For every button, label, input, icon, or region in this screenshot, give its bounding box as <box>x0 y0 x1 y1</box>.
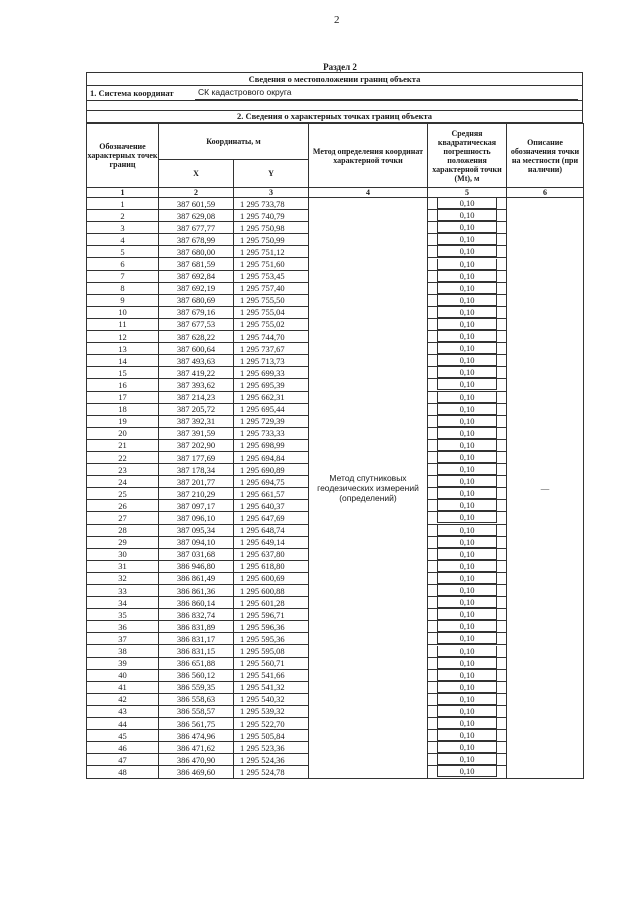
error-cell <box>428 548 507 560</box>
coord-x: 387 177,69 <box>159 451 234 463</box>
coord-x: 387 178,34 <box>159 464 234 476</box>
point-number: 12 <box>87 331 159 343</box>
error-value: 0,10 <box>437 392 497 403</box>
coord-y: 1 295 640,37 <box>234 500 309 512</box>
error-value: 0,10 <box>437 658 497 669</box>
error-value: 0,10 <box>437 428 497 439</box>
coord-x: 386 860,14 <box>159 597 234 609</box>
error-cell <box>428 294 507 306</box>
point-number: 1 <box>87 198 159 210</box>
point-number: 8 <box>87 282 159 294</box>
point-number: 22 <box>87 451 159 463</box>
error-cell <box>428 451 507 463</box>
coord-x: 387 214,23 <box>159 391 234 403</box>
coord-x: 387 629,08 <box>159 210 234 222</box>
error-cell <box>428 633 507 645</box>
error-value: 0,10 <box>437 234 497 245</box>
error-cell <box>428 730 507 742</box>
error-value: 0,10 <box>437 476 497 487</box>
coord-x: 386 651,88 <box>159 657 234 669</box>
coord-x: 386 558,63 <box>159 693 234 705</box>
point-number: 48 <box>87 766 159 778</box>
error-value: 0,10 <box>437 633 497 644</box>
coord-y: 1 295 694,84 <box>234 451 309 463</box>
error-cell <box>428 766 507 778</box>
column-numbers-row <box>87 188 584 198</box>
coord-x: 387 201,77 <box>159 476 234 488</box>
point-number: 33 <box>87 585 159 597</box>
method-cell: Метод спутниковых геодезических измерений (определений) <box>309 198 428 779</box>
coord-x: 387 202,90 <box>159 439 234 451</box>
coord-x: 386 861,49 <box>159 572 234 584</box>
error-value: 0,10 <box>437 222 497 233</box>
coord-y: 1 295 524,78 <box>234 766 309 778</box>
coord-x: 387 096,10 <box>159 512 234 524</box>
coord-y: 1 295 753,45 <box>234 270 309 282</box>
coord-x: 386 946,80 <box>159 560 234 572</box>
point-number: 4 <box>87 234 159 246</box>
coord-y: 1 295 729,39 <box>234 415 309 427</box>
error-value: 0,10 <box>437 283 497 294</box>
error-cell <box>428 657 507 669</box>
spacer <box>86 101 583 110</box>
point-number: 19 <box>87 415 159 427</box>
coord-x: 386 470,90 <box>159 754 234 766</box>
coord-x: 386 831,89 <box>159 621 234 633</box>
error-cell <box>428 524 507 536</box>
error-value: 0,10 <box>437 573 497 584</box>
point-number: 46 <box>87 742 159 754</box>
coord-y: 1 295 662,31 <box>234 391 309 403</box>
error-cell <box>428 258 507 270</box>
section2-title: 2. Сведения о характерных точках границ объекта <box>86 110 583 123</box>
coord-x: 386 831,17 <box>159 633 234 645</box>
error-cell <box>428 306 507 318</box>
coord-x: 386 831,15 <box>159 645 234 657</box>
error-value: 0,10 <box>437 307 497 318</box>
error-value: 0,10 <box>437 766 497 777</box>
error-value: 0,10 <box>437 331 497 342</box>
coord-y: 1 295 539,32 <box>234 705 309 717</box>
coord-x: 387 680,69 <box>159 294 234 306</box>
error-cell <box>428 681 507 693</box>
point-number: 7 <box>87 270 159 282</box>
coord-x: 386 471,62 <box>159 742 234 754</box>
error-cell <box>428 427 507 439</box>
coord-y: 1 295 695,44 <box>234 403 309 415</box>
coord-y: 1 295 596,71 <box>234 609 309 621</box>
error-value: 0,10 <box>437 259 497 270</box>
point-number: 18 <box>87 403 159 415</box>
point-number: 36 <box>87 621 159 633</box>
point-number: 45 <box>87 730 159 742</box>
coord-y: 1 295 618,80 <box>234 560 309 572</box>
point-number: 28 <box>87 524 159 536</box>
error-cell <box>428 198 507 210</box>
coord-y: 1 295 737,67 <box>234 343 309 355</box>
error-value: 0,10 <box>437 295 497 306</box>
coord-system-value: СК кадастрового округа <box>198 87 292 97</box>
error-cell <box>428 355 507 367</box>
coord-y: 1 295 601,28 <box>234 597 309 609</box>
coord-x: 387 679,16 <box>159 306 234 318</box>
coord-x: 386 469,60 <box>159 766 234 778</box>
error-cell <box>428 282 507 294</box>
coord-y: 1 295 523,36 <box>234 742 309 754</box>
error-value: 0,10 <box>437 621 497 632</box>
point-number: 23 <box>87 464 159 476</box>
coord-y: 1 295 733,33 <box>234 427 309 439</box>
header-method: Метод определения координат характерной точки <box>309 124 428 188</box>
coord-x: 387 205,72 <box>159 403 234 415</box>
point-number: 41 <box>87 681 159 693</box>
coord-y: 1 295 541,32 <box>234 681 309 693</box>
coord-x: 386 832,74 <box>159 609 234 621</box>
error-value: 0,10 <box>437 609 497 620</box>
coord-x: 387 097,17 <box>159 500 234 512</box>
coord-system-underline <box>195 99 578 100</box>
points-table <box>86 123 584 779</box>
page-number: 2 <box>334 14 340 26</box>
error-value: 0,10 <box>437 343 497 354</box>
coord-y: 1 295 541,66 <box>234 669 309 681</box>
error-cell <box>428 415 507 427</box>
point-number: 6 <box>87 258 159 270</box>
error-value: 0,10 <box>437 706 497 717</box>
error-cell <box>428 718 507 730</box>
coord-x: 387 601,59 <box>159 198 234 210</box>
point-number: 26 <box>87 500 159 512</box>
point-number: 5 <box>87 246 159 258</box>
coord-x: 386 560,12 <box>159 669 234 681</box>
coord-y: 1 295 757,40 <box>234 282 309 294</box>
section-title: Раздел 2 <box>323 62 357 72</box>
col-number: 6 <box>507 188 584 198</box>
error-cell <box>428 234 507 246</box>
coord-y: 1 295 560,71 <box>234 657 309 669</box>
coord-x: 387 210,29 <box>159 488 234 500</box>
error-cell <box>428 476 507 488</box>
point-number: 10 <box>87 306 159 318</box>
header-error: Средняя квадратическая погрешность положения характерной точки (Mt), м <box>428 124 507 188</box>
error-cell <box>428 246 507 258</box>
coord-y: 1 295 522,70 <box>234 718 309 730</box>
coord-x: 386 861,36 <box>159 585 234 597</box>
col-number: 2 <box>159 188 234 198</box>
coord-system-label: 1. Система координат <box>90 88 174 98</box>
error-value: 0,10 <box>437 730 497 741</box>
error-value: 0,10 <box>437 512 497 523</box>
coord-y: 1 295 505,84 <box>234 730 309 742</box>
header-bar: Сведения о местоположении границ объекта <box>86 72 583 85</box>
error-cell <box>428 391 507 403</box>
coord-x: 386 474,96 <box>159 730 234 742</box>
point-number: 20 <box>87 427 159 439</box>
error-value: 0,10 <box>437 440 497 451</box>
error-value: 0,10 <box>437 198 497 209</box>
coord-x: 387 493,63 <box>159 355 234 367</box>
coord-system-row <box>86 85 583 101</box>
coord-y: 1 295 713,73 <box>234 355 309 367</box>
point-number: 14 <box>87 355 159 367</box>
error-value: 0,10 <box>437 500 497 511</box>
error-value: 0,10 <box>437 488 497 499</box>
coord-x: 387 677,53 <box>159 318 234 330</box>
coord-y: 1 295 755,50 <box>234 294 309 306</box>
point-number: 9 <box>87 294 159 306</box>
coord-x: 387 095,34 <box>159 524 234 536</box>
coord-y: 1 295 595,08 <box>234 645 309 657</box>
point-number: 31 <box>87 560 159 572</box>
error-value: 0,10 <box>437 549 497 560</box>
error-value: 0,10 <box>437 319 497 330</box>
error-value: 0,10 <box>437 561 497 572</box>
error-cell <box>428 645 507 657</box>
error-cell <box>428 609 507 621</box>
point-number: 34 <box>87 597 159 609</box>
coord-y: 1 295 524,36 <box>234 754 309 766</box>
coord-y: 1 295 637,80 <box>234 548 309 560</box>
error-cell <box>428 512 507 524</box>
error-cell <box>428 597 507 609</box>
error-cell <box>428 222 507 234</box>
col-number: 1 <box>87 188 159 198</box>
point-number: 44 <box>87 718 159 730</box>
coord-y: 1 295 647,69 <box>234 512 309 524</box>
point-number: 16 <box>87 379 159 391</box>
coord-y: 1 295 600,69 <box>234 572 309 584</box>
coord-y: 1 295 595,36 <box>234 633 309 645</box>
coord-x: 387 031,68 <box>159 548 234 560</box>
col-number: 5 <box>428 188 507 198</box>
error-value: 0,10 <box>437 682 497 693</box>
error-cell <box>428 754 507 766</box>
error-cell <box>428 500 507 512</box>
point-number: 27 <box>87 512 159 524</box>
coord-x: 387 391,59 <box>159 427 234 439</box>
col-number: 4 <box>309 188 428 198</box>
point-number: 21 <box>87 439 159 451</box>
error-cell <box>428 403 507 415</box>
coord-y: 1 295 755,02 <box>234 318 309 330</box>
error-cell <box>428 536 507 548</box>
coord-x: 387 393,62 <box>159 379 234 391</box>
point-number: 35 <box>87 609 159 621</box>
error-cell <box>428 560 507 572</box>
coord-y: 1 295 699,33 <box>234 367 309 379</box>
point-number: 37 <box>87 633 159 645</box>
coord-x: 387 419,22 <box>159 367 234 379</box>
error-cell <box>428 331 507 343</box>
error-value: 0,10 <box>437 754 497 765</box>
coord-y: 1 295 755,04 <box>234 306 309 318</box>
coord-x: 387 628,22 <box>159 331 234 343</box>
coord-y: 1 295 751,12 <box>234 246 309 258</box>
coord-x: 387 094,10 <box>159 536 234 548</box>
error-value: 0,10 <box>437 355 497 366</box>
error-value: 0,10 <box>437 464 497 475</box>
coord-y: 1 295 750,98 <box>234 222 309 234</box>
point-number: 43 <box>87 705 159 717</box>
error-value: 0,10 <box>437 416 497 427</box>
coord-x: 387 680,00 <box>159 246 234 258</box>
error-value: 0,10 <box>437 246 497 257</box>
coord-y: 1 295 695,39 <box>234 379 309 391</box>
coord-x: 387 677,77 <box>159 222 234 234</box>
error-cell <box>428 572 507 584</box>
error-cell <box>428 669 507 681</box>
point-number: 38 <box>87 645 159 657</box>
error-value: 0,10 <box>437 597 497 608</box>
point-number: 25 <box>87 488 159 500</box>
error-value: 0,10 <box>437 210 497 221</box>
coord-y: 1 295 540,32 <box>234 693 309 705</box>
error-value: 0,10 <box>437 404 497 415</box>
col-number: 3 <box>234 188 309 198</box>
coord-y: 1 295 751,60 <box>234 258 309 270</box>
header-coordinates: Координаты, м <box>159 124 309 160</box>
header-x: X <box>159 160 234 188</box>
point-number: 24 <box>87 476 159 488</box>
point-number: 3 <box>87 222 159 234</box>
coord-y: 1 295 694,75 <box>234 476 309 488</box>
points-table-body <box>87 198 584 779</box>
error-cell <box>428 318 507 330</box>
error-cell <box>428 621 507 633</box>
error-cell <box>428 693 507 705</box>
point-number: 42 <box>87 693 159 705</box>
coord-y: 1 295 698,99 <box>234 439 309 451</box>
error-cell <box>428 464 507 476</box>
coord-y: 1 295 596,36 <box>234 621 309 633</box>
error-value: 0,10 <box>437 525 497 536</box>
error-value: 0,10 <box>437 585 497 596</box>
error-cell <box>428 210 507 222</box>
description-cell: — <box>507 198 584 779</box>
coord-x: 387 681,59 <box>159 258 234 270</box>
header-point-designation: Обозначение характерных точек границ <box>87 124 159 188</box>
coord-y: 1 295 733,78 <box>234 198 309 210</box>
error-value: 0,10 <box>437 742 497 753</box>
point-number: 11 <box>87 318 159 330</box>
coord-y: 1 295 750,99 <box>234 234 309 246</box>
point-number: 29 <box>87 536 159 548</box>
error-cell <box>428 705 507 717</box>
error-value: 0,10 <box>437 718 497 729</box>
table-row <box>87 198 584 210</box>
point-number: 15 <box>87 367 159 379</box>
error-value: 0,10 <box>437 379 497 390</box>
coord-y: 1 295 740,79 <box>234 210 309 222</box>
coord-x: 386 561,75 <box>159 718 234 730</box>
document-frame <box>86 72 583 779</box>
coord-y: 1 295 661,57 <box>234 488 309 500</box>
error-value: 0,10 <box>437 670 497 681</box>
error-value: 0,10 <box>437 452 497 463</box>
header-description: Описание обозначения точки на местности (при наличии) <box>507 124 584 188</box>
coord-y: 1 295 690,89 <box>234 464 309 476</box>
error-cell <box>428 270 507 282</box>
error-cell <box>428 439 507 451</box>
error-value: 0,10 <box>437 271 497 282</box>
coord-y: 1 295 649,14 <box>234 536 309 548</box>
point-number: 2 <box>87 210 159 222</box>
point-number: 30 <box>87 548 159 560</box>
point-number: 13 <box>87 343 159 355</box>
coord-x: 386 558,57 <box>159 705 234 717</box>
coord-y: 1 295 744,70 <box>234 331 309 343</box>
coord-x: 387 392,31 <box>159 415 234 427</box>
coord-x: 387 692,19 <box>159 282 234 294</box>
coord-y: 1 295 600,88 <box>234 585 309 597</box>
error-value: 0,10 <box>437 537 497 548</box>
error-value: 0,10 <box>437 646 497 657</box>
error-cell <box>428 585 507 597</box>
coord-x: 386 559,35 <box>159 681 234 693</box>
coord-x: 387 692,84 <box>159 270 234 282</box>
coord-y: 1 295 648,74 <box>234 524 309 536</box>
point-number: 32 <box>87 572 159 584</box>
error-value: 0,10 <box>437 694 497 705</box>
error-cell <box>428 488 507 500</box>
coord-x: 387 678,99 <box>159 234 234 246</box>
point-number: 40 <box>87 669 159 681</box>
error-cell <box>428 343 507 355</box>
point-number: 39 <box>87 657 159 669</box>
error-value: 0,10 <box>437 367 497 378</box>
point-number: 17 <box>87 391 159 403</box>
error-cell <box>428 742 507 754</box>
error-cell <box>428 367 507 379</box>
coord-x: 387 600,64 <box>159 343 234 355</box>
error-cell <box>428 379 507 391</box>
point-number: 47 <box>87 754 159 766</box>
header-y: Y <box>234 160 309 188</box>
